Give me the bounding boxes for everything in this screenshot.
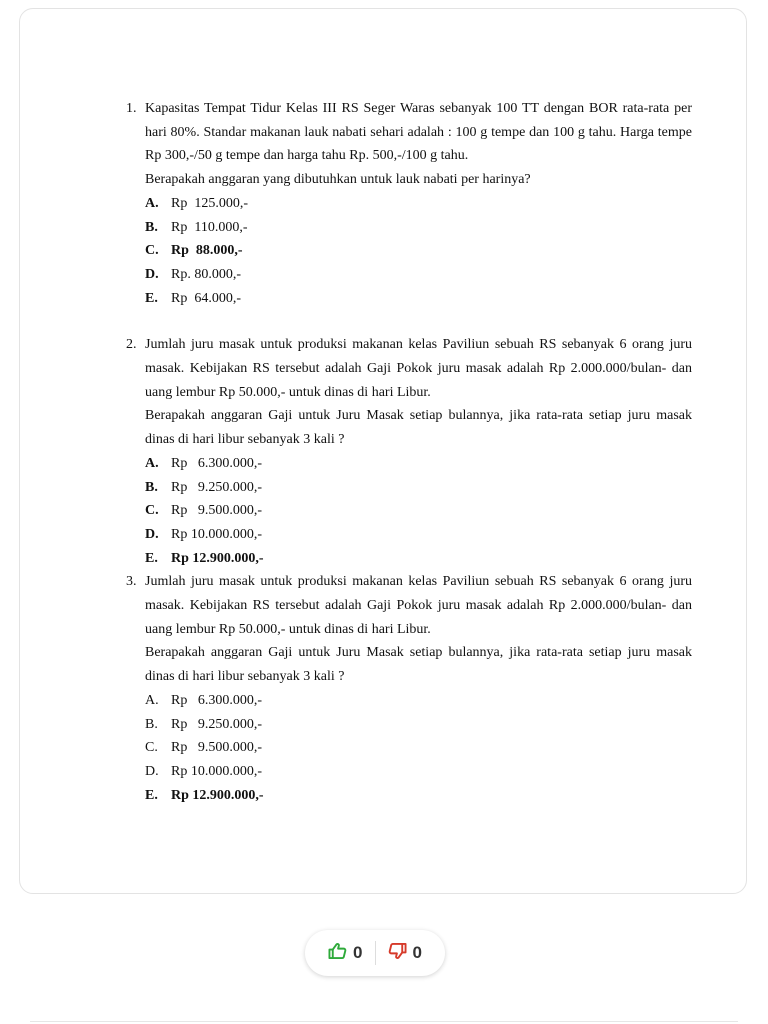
question-2 bbox=[126, 333, 692, 570]
option-list bbox=[145, 192, 692, 311]
question-number: 1. bbox=[126, 101, 137, 116]
thumbs-up-icon bbox=[328, 942, 347, 965]
dislike-count: 0 bbox=[412, 943, 422, 962]
option-a: A. Rp 125.000,- bbox=[145, 195, 248, 211]
option-a: A. Rp 6.300.000,- bbox=[145, 692, 262, 708]
option-b: B. Rp 9.250.000,- bbox=[145, 479, 262, 495]
question-number: 2. bbox=[126, 337, 137, 353]
option-b: B. Rp 110.000,- bbox=[145, 219, 248, 235]
option-c: C. Rp 9.500.000,- bbox=[145, 740, 262, 756]
vote-widget bbox=[305, 930, 445, 976]
question-number: 3. bbox=[126, 574, 137, 590]
thumbs-down-icon bbox=[388, 942, 407, 965]
dislike-button[interactable] bbox=[376, 942, 434, 965]
question-3 bbox=[126, 570, 692, 807]
option-c: C. Rp 88.000,- bbox=[145, 243, 243, 259]
option-e: E. Rp 12.900.000,- bbox=[145, 787, 264, 803]
question-prompt: Berapakah anggaran Gaji untuk Juru Masak setiap bulannya, jika rata-rata setiap juru masak dinas di hari libur sebanyak 3 kali ? bbox=[145, 645, 692, 685]
option-b: B. Rp 9.250.000,- bbox=[145, 716, 262, 732]
question-prompt: Berapakah anggaran Gaji untuk Juru Masak setiap bulannya, jika rata-rata setiap juru masak dinas di hari libur sebanyak 3 kali ? bbox=[145, 408, 692, 448]
option-e: E. Rp 12.900.000,- bbox=[145, 550, 264, 566]
option-c: C. Rp 9.500.000,- bbox=[145, 503, 262, 519]
like-button[interactable] bbox=[316, 942, 374, 965]
question-text: Jumlah juru masak untuk produksi makanan kelas Paviliun sebuah RS sebanyak 6 orang juru masak. Kebijakan RS tersebut adalah Gaji Pokok juru masak adalah Rp 2.000.000/bulan- dan uang lembur Rp 50.000,- untuk dinas di hari Libur. bbox=[145, 574, 692, 637]
document-card bbox=[19, 8, 747, 894]
option-list bbox=[145, 452, 692, 571]
option-e: E. Rp 64.000,- bbox=[145, 290, 241, 306]
document-content bbox=[126, 97, 692, 807]
footer-divider bbox=[30, 1021, 738, 1022]
option-d: D. Rp. 80.000,- bbox=[145, 266, 241, 282]
question-text: Kapasitas Tempat Tidur Kelas III RS Seger Waras sebanyak 100 TT dengan BOR rata-rata per hari 80%. Standar makanan lauk nabati sehari adalah : 100 g tempe dan 100 g tahu. Harga tempe Rp 300,-/50 g tempe dan harga tahu Rp. 500,-/100 g tahu. bbox=[145, 101, 692, 164]
option-list bbox=[145, 689, 692, 808]
question-1 bbox=[126, 97, 692, 310]
like-count: 0 bbox=[353, 943, 363, 962]
question-prompt: Berapakah anggaran yang dibutuhkan untuk lauk nabati per harinya? bbox=[145, 172, 531, 188]
option-d: D. Rp 10.000.000,- bbox=[145, 763, 262, 779]
option-d: D. Rp 10.000.000,- bbox=[145, 526, 262, 542]
option-a: A. Rp 6.300.000,- bbox=[145, 455, 262, 471]
question-text: Jumlah juru masak untuk produksi makanan kelas Paviliun sebuah RS sebanyak 6 orang juru masak. Kebijakan RS tersebut adalah Gaji Pokok juru masak adalah Rp 2.000.000/bulan- dan uang lembur Rp 50.000,- untuk dinas di hari Libur. bbox=[145, 337, 692, 400]
